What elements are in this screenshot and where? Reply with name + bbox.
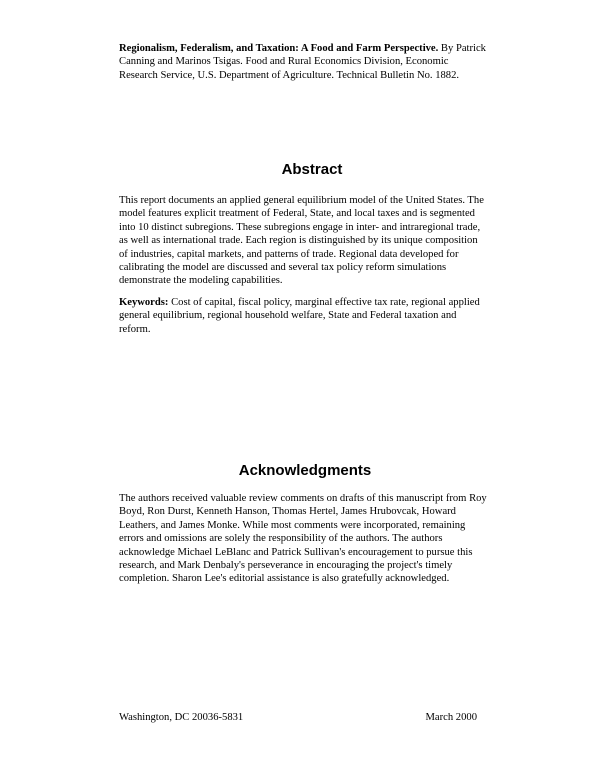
abstract-body: This report documents an applied general equilibrium model of the United States. The model features explicit treatment of Federal, State, and local taxes and is segmented into 10 distinct subregions. These subregions engage in inter- and intraregional trade, as well as international trade. Each region is distinguished by its unique composition of industries, capital markets, and patterns of trade. Regional data developed for calibrating the model are discussed and several tax policy reform simulations demonstrate the modeling capabilities. [119, 195, 484, 287]
footer-date: March 2000 [425, 712, 477, 723]
citation-block [119, 42, 487, 82]
footer-location: Washington, DC 20036-5831 [119, 712, 244, 723]
keywords-text: Cost of capital, fiscal policy, marginal effective tax rate, regional applied general equilibrium, regional household welfare, State and Federal taxation and reform. [119, 297, 480, 335]
keywords-block [119, 296, 487, 336]
keywords-label: Keywords: [119, 297, 169, 308]
citation-details: By Patrick Canning and Marinos Tsigas. Food and Rural Economics Division, Economic Research Service, U.S. Department of Agriculture. Technical Bulletin No. 1882. [119, 43, 486, 81]
acknowledgments-body: The authors received valuable review comments on drafts of this manuscript from Roy Boyd, Ron Durst, Kenneth Hanson, Thomas Hertel, James Hrubovcak, Howard Leathers, and James Monke. While most comments were incorporated, remaining errors and omissions are solely the responsibility of the authors. The authors acknowledge Michael LeBlanc and Patrick Sullivan's encouragement to pursue this research, and Mark Denbaly's perseverance in encouraging the project's timely completion. Sharon Lee's editorial assistance is also gratefully acknowledged. [119, 493, 487, 585]
report-title: Regionalism, Federalism, and Taxation: A Food and Farm Perspective. [119, 43, 439, 54]
abstract-heading: Abstract [281, 161, 343, 178]
acknowledgments-heading: Acknowledgments [238, 462, 372, 479]
page-footer [119, 712, 477, 723]
